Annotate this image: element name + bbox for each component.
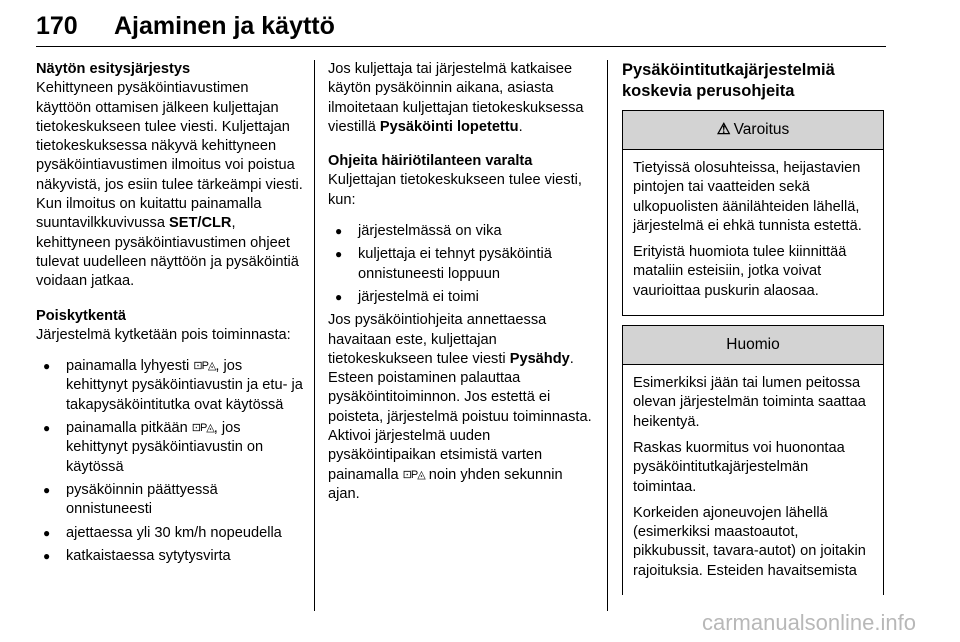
paragraph: Raskas kuormitus voi huonontaa pysäköintitutkajärjestelmän toimintaa. (633, 439, 845, 495)
warning-box (622, 110, 884, 316)
paragraph-text: Kehittyneen pysäköintiavustimen käyttöön ottamisen jälkeen kuljettajan tietokeskukseen tulee viesti. Kuljettajan tietokeskuksessa näkyvä kehittyneen pysäköintiavustimen ilmoitus voi poistua näkyvistä, jos esiin tulee tärkeämpi viesti. Kun ilmoitus on kuitattu painamalla suuntavilkkuvivussa (36, 80, 303, 232)
column-3 (622, 60, 884, 604)
column-1 (36, 60, 304, 570)
section-heading: Ohjeita häiriötilanteen varalta (328, 153, 533, 170)
section-heading: Poiskytkentä (36, 307, 127, 324)
paragraph-text: Kuljettajan tietokeskukseen tulee viesti, kun: (328, 172, 582, 208)
column-divider (607, 60, 608, 611)
list-item: ● järjestelmässä on vika (328, 222, 598, 241)
page-number: 170 (36, 12, 78, 40)
list-item: ● painamalla lyhyesti ⊡P◬, jos kehittynyt pysäköintiavustin ja etu- ja takapysäköintitutka ovat käytössä (36, 357, 304, 415)
bullet-list (36, 357, 304, 566)
list-item: ● painamalla pitkään ⊡P◬, jos kehittynyt pysäköintiavustin on käytössä (36, 419, 304, 477)
bold-term: Pysäköinti lopetettu (379, 118, 519, 135)
list-item: ● pysäköinnin päättyessä onnistuneesti (36, 481, 304, 520)
warning-triangle-icon: ⚠ (716, 121, 731, 138)
list-item: ● katkaistaessa sytytysvirta (36, 547, 304, 566)
bold-term: SET/CLR (169, 215, 232, 232)
page-header (36, 10, 886, 47)
note-box (622, 325, 884, 595)
list-item: ● ajettaessa yli 30 km/h nopeudella (36, 524, 304, 543)
warning-body (623, 150, 883, 315)
section-heading: Näytön esitysjärjestys (36, 61, 191, 77)
paragraph: Jos kuljettaja tai järjestelmä katkaisee käytön pysäköinnin aikana, asiasta ilmoitetaan kuljettajan tietokeskuksessa viestillä Pysäköinti lopetettu. (328, 61, 584, 135)
section-title: Pysäköintitutkajärjestelmiä koskevia perusohjeita (622, 61, 835, 100)
paragraph-text: , kehittyneen pysäköintiavustimen ohjeet tulevat uudelleen näyttöön ja pysäköintiä voidaan jatkaa. (36, 215, 299, 290)
warning-header: ⚠ Varoitus (623, 111, 883, 150)
paragraph: Esimerkiksi jään tai lumen peitossa olevan järjestelmän toiminta saattaa heikentyä. (633, 375, 866, 430)
column-2 (328, 60, 598, 519)
park-assist-icon: ⊡P◬ (191, 422, 214, 435)
watermark: carmanualsonline.info (701, 610, 916, 635)
paragraph-text: Järjestelmä kytketään pois toiminnasta: (36, 326, 291, 343)
park-assist-icon: ⊡P◬ (402, 468, 425, 481)
paragraph: Tietyissä olosuhteissa, heijastavien pintojen tai vaatteiden sekä ulkopuolisten äänilähteiden lähellä, järjestelmä ei ehkä tunnista estettä. (633, 160, 862, 234)
list-item: ● kuljettaja ei tehnyt pysäköintiä onnistuneesti loppuun (328, 245, 598, 284)
list-item: ● järjestelmä ei toimi (328, 288, 598, 307)
section-deactivation (36, 307, 304, 567)
page-title: Ajaminen ja käyttö (114, 12, 335, 40)
bullet-list (328, 222, 598, 307)
column-divider (314, 60, 315, 611)
paragraph: Jos pysäköintiohjeita annettaessa havaitaan este, kuljettajan tietokeskukseen tulee viesti Pysähdy. Esteen poistaminen palauttaa pysäköintitoiminnon. Jos estettä ei poisteta, järjestelmä poistuu toiminnasta. Aktivoi järjestelmä uuden pysäköintipaikan etsimistä varten painamalla ⊡P◬ noin yhden sekunnin ajan. (328, 312, 592, 502)
bold-term: Pysähdy (509, 350, 570, 367)
note-header: Huomio (623, 326, 883, 365)
section-display-order (36, 60, 304, 292)
park-assist-icon: ⊡P◬ (193, 360, 216, 373)
note-body (623, 365, 883, 595)
paragraph: Erityistä huomiota tulee kiinnittää mataliin esteisiin, jotka voivat vaurioittaa puskurin alaosaa. (633, 244, 847, 299)
paragraph: Korkeiden ajoneuvojen lähellä (esimerkiksi maastoautot, pikkubussit, tavara-autot) on joitakin rajoituksia. Esteiden havaitsemista (633, 504, 866, 579)
